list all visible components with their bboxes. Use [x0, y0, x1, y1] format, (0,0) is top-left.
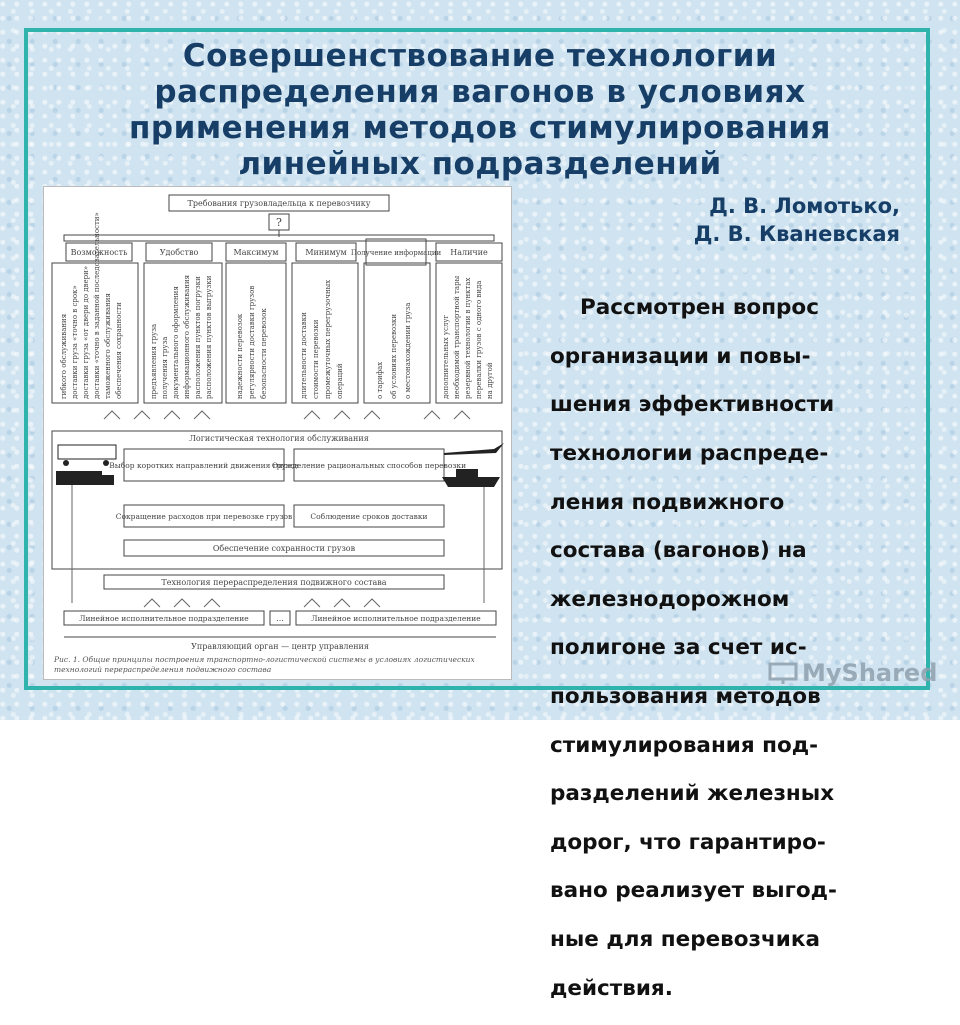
truck-icon	[56, 471, 102, 485]
item-text: резервной технологии в пунктах	[464, 277, 472, 399]
category-label: Максимум	[233, 248, 279, 257]
logistic-tech-label: Логистическая технология обслуживания	[189, 434, 369, 443]
diagram-svg	[44, 187, 511, 679]
item-text: об условиях перевозки	[390, 314, 398, 399]
item-text: безопасности перевозок	[260, 308, 268, 399]
column-6-items	[442, 275, 494, 399]
ellipsis-label: ...	[276, 614, 284, 623]
item-text: о тарифах	[376, 361, 384, 399]
deadlines-label: Соблюдение сроков доставки	[310, 512, 428, 521]
linear-unit-label-right: Линейное исполнительное подразделение	[311, 614, 481, 623]
item-text: предъявления груза	[150, 323, 158, 399]
item-text: перевалки грузов с одного вида	[475, 280, 483, 399]
abstract-line: ления подвижного	[550, 489, 785, 515]
abstract-line: технологии распреде-	[550, 441, 829, 467]
item-text: необходимой транспортной тары	[453, 275, 461, 399]
requirements-label: Требования грузовладельца к перевозчику	[187, 199, 371, 208]
item-text: промежуточных перегрузочных	[324, 279, 332, 399]
wagon-icon	[58, 445, 116, 459]
redistribution-label: Технология перераспределения подвижного состава	[161, 578, 387, 587]
abstract-line: организации и повы-	[550, 343, 811, 369]
diagram-figure	[43, 186, 512, 680]
abstract-line: дорог, что гарантиро-	[550, 829, 826, 855]
item-text: регулярности доставки грузов	[248, 285, 256, 399]
title-line: применения методов стимулирования	[129, 110, 831, 146]
question-label: ?	[276, 216, 282, 229]
watermark-text: MyShared	[802, 659, 938, 687]
wagon-wheel-icon	[63, 460, 69, 466]
item-text: о местонахождении груза	[404, 302, 412, 399]
title-line: Совершенствование технологии	[182, 38, 778, 74]
category-label: Удобство	[159, 248, 199, 257]
watermark	[768, 656, 937, 690]
item-text: расположения пунктов погрузки	[194, 276, 202, 399]
category-label: Минимум	[305, 248, 347, 257]
category-label: Возможность	[70, 248, 128, 257]
abstract-line: действия.	[550, 975, 673, 1001]
control-body-label: Управляющий орган — центр управления	[191, 642, 369, 651]
abstract-text	[550, 272, 912, 1025]
abstract-line: ные для перевозчика	[550, 927, 820, 953]
item-text: длительности доставки	[300, 312, 308, 399]
abstract-line: разделений железных	[550, 781, 835, 807]
abstract-line: полигоне за счет ис-	[550, 635, 807, 661]
item-text: доставки груза «от двери до двери»	[82, 265, 90, 399]
category-label: Наличие	[450, 248, 488, 257]
column-2-items	[150, 274, 213, 399]
item-text: дополнительных услуг	[442, 314, 450, 399]
abstract-line: шения эффективности	[550, 392, 835, 418]
presentation-icon	[768, 661, 798, 685]
safety-label: Обеспечение сохранности грузов	[212, 544, 356, 553]
slide-title	[40, 38, 920, 182]
linear-unit-label-left: Линейное исполнительное подразделение	[79, 614, 249, 623]
ship-icon	[442, 477, 500, 487]
authors	[560, 192, 900, 248]
author-1: Д. В. Ломотько,	[709, 194, 900, 218]
item-text: на другой	[486, 362, 494, 399]
column-4-items	[300, 280, 344, 399]
item-text: стоимости перевозки	[312, 319, 320, 399]
item-text: обеспечения сохранности	[115, 302, 123, 399]
item-text: получения груза	[161, 336, 169, 399]
cost-label: Сокращение расходов при перевозке грузов	[115, 512, 293, 521]
abstract-line: Рассмотрен вопрос	[550, 295, 819, 321]
item-text: таможенного обслуживания	[104, 293, 112, 399]
airplane-icon	[444, 443, 504, 455]
rational-label: Определение рациональных способов перевозки	[271, 461, 467, 470]
abstract-line: состава (вагонов) на	[550, 538, 807, 564]
item-text: надежности перевозок	[236, 313, 244, 399]
item-text: доставки груза «точно в срок»	[71, 285, 79, 399]
item-text: документального оформления	[172, 286, 180, 399]
column-3-items	[236, 286, 268, 399]
abstract-line: стимулирования под-	[550, 732, 819, 758]
category-label: Получение информации	[350, 249, 442, 257]
item-text: операций	[336, 363, 344, 399]
column-5-items	[376, 303, 412, 399]
abstract-line: пользования методов	[550, 684, 821, 710]
item-text: доставки «точно в заданной последовательности»	[93, 212, 101, 399]
abstract-line: вано реализует выгод-	[550, 878, 837, 904]
abstract-line: железнодорожном	[550, 586, 790, 612]
title-line: распределения вагонов в условиях	[154, 74, 806, 110]
short-routes-label: Выбор коротких направлений движения грузов	[109, 461, 299, 470]
item-text: информационного обслуживания	[183, 274, 191, 399]
item-text: расположения пунктов выгрузки	[205, 275, 213, 399]
column-1-items	[60, 212, 123, 399]
title-line: линейных подразделений	[238, 146, 722, 182]
item-text: гибкого обслуживания	[60, 313, 68, 399]
figure-caption: Рис. 1. Общие принципы построения транспортно-логистической системы в условиях логистических технологий перераспределения подвижного состава	[54, 655, 475, 674]
author-2: Д. В. Кваневская	[693, 222, 900, 246]
